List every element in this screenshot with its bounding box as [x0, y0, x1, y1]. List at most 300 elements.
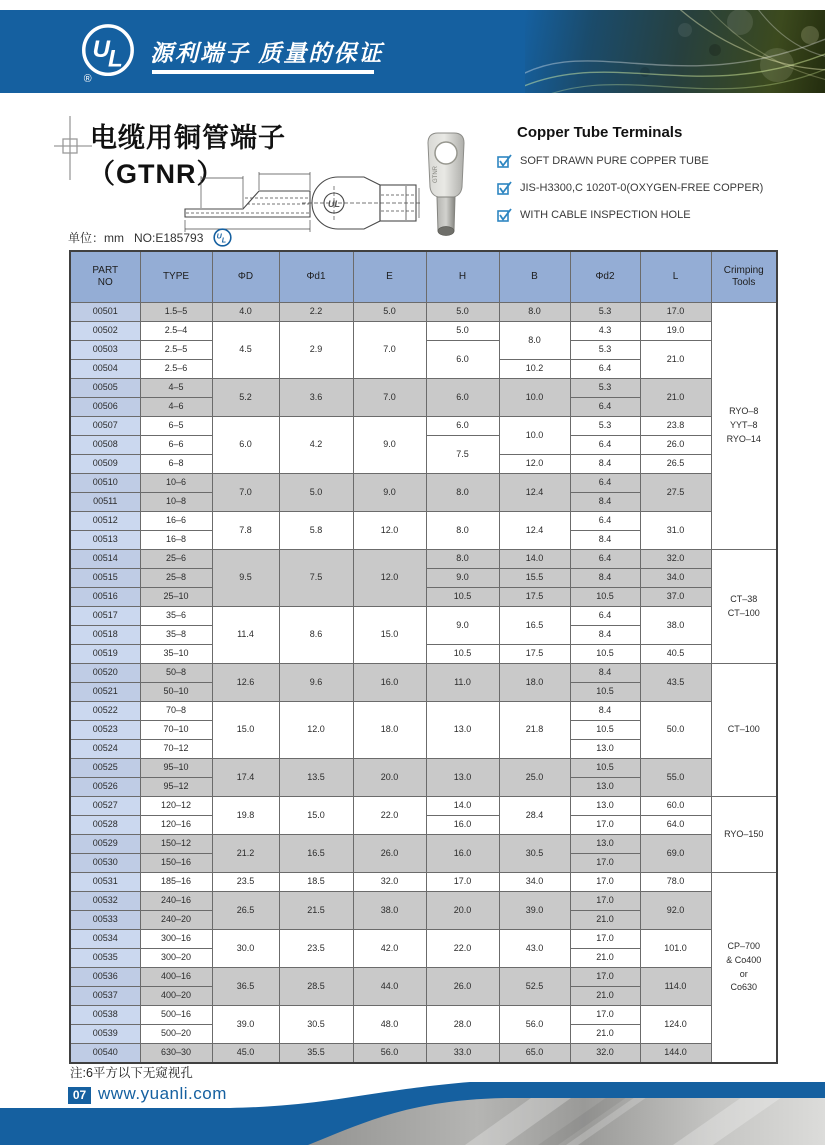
spec-cell: 30.5: [279, 1006, 353, 1044]
spec-cell: 240–16: [140, 892, 212, 911]
spec-cell: 8.4: [570, 569, 640, 588]
part-no-cell: 00511: [70, 493, 140, 512]
spec-cell: 95–10: [140, 759, 212, 778]
spec-cell: 144.0: [640, 1044, 711, 1064]
part-no-cell: 00508: [70, 436, 140, 455]
spec-cell: 10.5: [570, 683, 640, 702]
spec-cell: 13.5: [279, 759, 353, 797]
spec-cell: 21.0: [570, 987, 640, 1006]
slogan-underline: [152, 70, 374, 74]
spec-cell: 17.0: [570, 968, 640, 987]
column-header: PART NO: [70, 251, 140, 303]
spec-cell: 28.0: [426, 1006, 499, 1044]
part-no-cell: 00537: [70, 987, 140, 1006]
spec-cell: 55.0: [640, 759, 711, 797]
part-no-cell: 00523: [70, 721, 140, 740]
spec-cell: 70–10: [140, 721, 212, 740]
part-no-cell: 00512: [70, 512, 140, 531]
part-no-cell: 00529: [70, 835, 140, 854]
series-code: （GTNR）: [88, 159, 225, 189]
spec-cell: 35–6: [140, 607, 212, 626]
spec-cell: 8.4: [570, 493, 640, 512]
spec-cell: 10.5: [570, 645, 640, 664]
spec-cell: 300–16: [140, 930, 212, 949]
spec-cell: 17.5: [499, 645, 570, 664]
part-no-cell: 00509: [70, 455, 140, 474]
spec-cell: 185–16: [140, 873, 212, 892]
spec-cell: 21.2: [212, 835, 279, 873]
spec-cell: 18.0: [499, 664, 570, 702]
part-no-cell: 00503: [70, 341, 140, 360]
spec-cell: 7.0: [212, 474, 279, 512]
spec-cell: 8.6: [279, 607, 353, 664]
spec-cell: 78.0: [640, 873, 711, 892]
spec-cell: 17.4: [212, 759, 279, 797]
ul-logo-icon: [76, 22, 138, 84]
spec-cell: 21.0: [570, 911, 640, 930]
spec-cell: 23.5: [212, 873, 279, 892]
spec-cell: 52.5: [499, 968, 570, 1006]
spec-cell: 34.0: [499, 873, 570, 892]
terminal-top-view-drawing: [300, 172, 422, 234]
spec-cell: 25–6: [140, 550, 212, 569]
spec-cell: 30.0: [212, 930, 279, 968]
part-no-cell: 00525: [70, 759, 140, 778]
spec-table: [69, 250, 778, 1064]
spec-cell: 400–20: [140, 987, 212, 1006]
spec-cell: 6.0: [426, 417, 499, 436]
spec-cell: 12.0: [353, 550, 426, 607]
spec-cell: 6.0: [212, 417, 279, 474]
unit-label: 单位：mm: [68, 231, 124, 245]
spec-cell: 4.0: [212, 303, 279, 322]
spec-cell: 32.0: [640, 550, 711, 569]
column-header: L: [640, 251, 711, 303]
crimping-tool-cell: RYO–150: [711, 797, 777, 873]
spec-cell: 26.0: [640, 436, 711, 455]
spec-cell: 12.0: [353, 512, 426, 550]
spec-cell: 11.0: [426, 664, 499, 702]
spec-cell: 35–10: [140, 645, 212, 664]
spec-cell: 7.5: [279, 550, 353, 607]
feature-item: [497, 181, 817, 195]
column-header: E: [353, 251, 426, 303]
spec-cell: 14.0: [426, 797, 499, 816]
part-no-cell: 00528: [70, 816, 140, 835]
spec-cell: 101.0: [640, 930, 711, 968]
spec-cell: 17.0: [426, 873, 499, 892]
part-no-cell: 00534: [70, 930, 140, 949]
feature-panel: [497, 124, 817, 222]
spec-cell: 7.8: [212, 512, 279, 550]
spec-cell: 56.0: [499, 1006, 570, 1044]
spec-cell: 70–8: [140, 702, 212, 721]
spec-cell: 17.5: [499, 588, 570, 607]
spec-cell: 35–8: [140, 626, 212, 645]
spec-cell: 37.0: [640, 588, 711, 607]
spec-cell: 95–12: [140, 778, 212, 797]
spec-cell: 12.0: [279, 702, 353, 759]
feature-text: SOFT DRAWN PURE COPPER TUBE: [520, 155, 709, 167]
spec-cell: 48.0: [353, 1006, 426, 1044]
crimping-tool-cell: RYO–8 YYT–8 RYO–14: [711, 303, 777, 550]
spec-cell: 124.0: [640, 1006, 711, 1044]
spec-cell: 8.4: [570, 626, 640, 645]
spec-cell: 30.5: [499, 835, 570, 873]
spec-cell: 14.0: [499, 550, 570, 569]
spec-cell: 12.4: [499, 474, 570, 512]
feature-text: JIS-H3300,C 1020T-0(OXYGEN-FREE COPPER): [520, 182, 764, 194]
part-no-cell: 00514: [70, 550, 140, 569]
spec-cell: 13.0: [426, 759, 499, 797]
terminal-photo: [421, 131, 471, 239]
spec-cell: 33.0: [426, 1044, 499, 1064]
spec-cell: 22.0: [426, 930, 499, 968]
spec-cell: 9.6: [279, 664, 353, 702]
spec-cell: 26.5: [640, 455, 711, 474]
spec-cell: 69.0: [640, 835, 711, 873]
spec-cell: 22.0: [353, 797, 426, 835]
part-no-cell: 00526: [70, 778, 140, 797]
spec-cell: 8.0: [426, 512, 499, 550]
part-no-cell: 00536: [70, 968, 140, 987]
spec-cell: 5.3: [570, 303, 640, 322]
top-banner: [0, 10, 825, 93]
part-no-cell: 00516: [70, 588, 140, 607]
part-no-cell: 00520: [70, 664, 140, 683]
crimping-tool-cell: CT–38 CT–100: [711, 550, 777, 664]
spec-cell: 9.0: [353, 417, 426, 474]
spec-cell: 38.0: [640, 607, 711, 645]
spec-cell: 5.0: [426, 322, 499, 341]
spec-cell: 40.5: [640, 645, 711, 664]
spec-cell: 25–10: [140, 588, 212, 607]
column-header: TYPE: [140, 251, 212, 303]
spec-cell: 31.0: [640, 512, 711, 550]
spec-cell: 120–12: [140, 797, 212, 816]
spec-cell: 32.0: [353, 873, 426, 892]
part-no-cell: 00507: [70, 417, 140, 436]
spec-cell: 44.0: [353, 968, 426, 1006]
spec-cell: 42.0: [353, 930, 426, 968]
spec-cell: 16.0: [426, 816, 499, 835]
spec-cell: 10.2: [499, 360, 570, 379]
spec-cell: 2.5–5: [140, 341, 212, 360]
part-no-cell: 00519: [70, 645, 140, 664]
spec-cell: 5.0: [426, 303, 499, 322]
svg-text:U: U: [92, 35, 110, 63]
column-header: Crimping Tools: [711, 251, 777, 303]
spec-cell: 6–8: [140, 455, 212, 474]
spec-cell: 15.0: [212, 702, 279, 759]
spec-cell: 19.0: [640, 322, 711, 341]
spec-cell: 16.0: [426, 835, 499, 873]
spec-cell: 8.4: [570, 664, 640, 683]
svg-text:L: L: [222, 236, 227, 245]
spec-cell: 56.0: [353, 1044, 426, 1064]
spec-cell: 16–6: [140, 512, 212, 531]
spec-cell: 13.0: [570, 835, 640, 854]
spec-cell: 17.0: [570, 930, 640, 949]
footnote: 注:6平方以下无窥视孔: [70, 1066, 193, 1080]
spec-cell: 8.0: [499, 303, 570, 322]
spec-cell: 65.0: [499, 1044, 570, 1064]
spec-cell: 6.4: [570, 360, 640, 379]
svg-text:GTNR: GTNR: [433, 166, 439, 183]
part-no-cell: 00527: [70, 797, 140, 816]
spec-cell: 28.4: [499, 797, 570, 835]
spec-cell: 35.5: [279, 1044, 353, 1064]
spec-cell: 25.0: [499, 759, 570, 797]
spec-cell: 6.0: [426, 379, 499, 417]
spec-cell: 92.0: [640, 892, 711, 930]
svg-text:®: ®: [83, 73, 92, 84]
spec-cell: 26.0: [353, 835, 426, 873]
spec-cell: 21.0: [570, 949, 640, 968]
svg-text:U: U: [216, 232, 223, 241]
spec-cell: 10.5: [426, 645, 499, 664]
feature-item: [497, 154, 817, 168]
part-no-cell: 00530: [70, 854, 140, 873]
spec-cell: 8.4: [570, 531, 640, 550]
product-heading: Copper Tube Terminals: [517, 124, 683, 141]
part-no-cell: 00518: [70, 626, 140, 645]
spec-cell: 50–8: [140, 664, 212, 683]
spec-cell: 21.5: [279, 892, 353, 930]
spec-cell: 21.0: [640, 379, 711, 417]
part-no-cell: 00515: [70, 569, 140, 588]
spec-cell: 12.0: [499, 455, 570, 474]
part-no-cell: 00513: [70, 531, 140, 550]
checkbox-checked-icon: [497, 181, 513, 195]
spec-cell: 7.5: [426, 436, 499, 474]
spec-cell: 32.0: [570, 1044, 640, 1064]
spec-cell: 18.5: [279, 873, 353, 892]
spec-cell: 10.0: [499, 417, 570, 455]
spec-cell: 7.0: [353, 322, 426, 379]
column-header: B: [499, 251, 570, 303]
spec-cell: 6–6: [140, 436, 212, 455]
spec-cell: 16–8: [140, 531, 212, 550]
spec-cell: 4.2: [279, 417, 353, 474]
spec-cell: 21.8: [499, 702, 570, 759]
part-no-cell: 00524: [70, 740, 140, 759]
part-no-cell: 00510: [70, 474, 140, 493]
spec-cell: 26.0: [426, 968, 499, 1006]
spec-cell: 43.5: [640, 664, 711, 702]
part-no-cell: 00517: [70, 607, 140, 626]
spec-cell: 150–12: [140, 835, 212, 854]
header-decoration: [525, 10, 825, 93]
spec-cell: 13.0: [570, 778, 640, 797]
spec-cell: 500–16: [140, 1006, 212, 1025]
svg-text:L: L: [107, 45, 123, 73]
spec-cell: 9.0: [426, 607, 499, 645]
spec-cell: 2.5–6: [140, 360, 212, 379]
units-line: [68, 228, 232, 247]
spec-cell: 630–30: [140, 1044, 212, 1064]
crimping-tool-cell: CT–100: [711, 664, 777, 797]
spec-cell: 19.8: [212, 797, 279, 835]
spec-cell: 2.5–4: [140, 322, 212, 341]
checkbox-checked-icon: [497, 208, 513, 222]
spec-cell: 15.0: [279, 797, 353, 835]
spec-cell: 8.0: [426, 550, 499, 569]
website-link[interactable]: www.yuanli.com: [98, 1084, 227, 1103]
spec-cell: 15.0: [353, 607, 426, 664]
spec-cell: 6–5: [140, 417, 212, 436]
spec-cell: 6.0: [426, 341, 499, 379]
spec-cell: 10.5: [570, 721, 640, 740]
spec-cell: 16.0: [353, 664, 426, 702]
spec-cell: 15.5: [499, 569, 570, 588]
part-no-cell: 00532: [70, 892, 140, 911]
spec-cell: 13.0: [426, 702, 499, 759]
spec-cell: 39.0: [499, 892, 570, 930]
spec-cell: 4–5: [140, 379, 212, 398]
spec-cell: 300–20: [140, 949, 212, 968]
brand-slogan: 源利端子 质量的保证: [150, 40, 384, 66]
spec-cell: 10.5: [426, 588, 499, 607]
spec-cell: 43.0: [499, 930, 570, 968]
spec-cell: 12.6: [212, 664, 279, 702]
spec-cell: 8.0: [426, 474, 499, 512]
spec-cell: 3.6: [279, 379, 353, 417]
part-no-cell: 00522: [70, 702, 140, 721]
spec-cell: 114.0: [640, 968, 711, 1006]
spec-cell: 38.0: [353, 892, 426, 930]
spec-cell: 27.5: [640, 474, 711, 512]
spec-cell: 17.0: [640, 303, 711, 322]
spec-cell: 400–16: [140, 968, 212, 987]
spec-cell: 13.0: [570, 797, 640, 816]
part-no-cell: 00501: [70, 303, 140, 322]
spec-cell: 20.0: [353, 759, 426, 797]
spec-cell: 5.3: [570, 379, 640, 398]
part-no-cell: 00531: [70, 873, 140, 892]
part-no-cell: 00533: [70, 911, 140, 930]
spec-cell: 17.0: [570, 873, 640, 892]
spec-cell: 60.0: [640, 797, 711, 816]
column-header: Φd1: [279, 251, 353, 303]
spec-cell: 28.5: [279, 968, 353, 1006]
spec-cell: 70–12: [140, 740, 212, 759]
spec-cell: 23.5: [279, 930, 353, 968]
spec-cell: 150–16: [140, 854, 212, 873]
spec-cell: 10.0: [499, 379, 570, 417]
part-no-cell: 00539: [70, 1025, 140, 1044]
spec-cell: 36.5: [212, 968, 279, 1006]
spec-cell: 16.5: [499, 607, 570, 645]
spec-cell: 8.0: [499, 322, 570, 360]
spec-cell: 4.3: [570, 322, 640, 341]
spec-cell: 10.5: [570, 588, 640, 607]
cert-number: NO:E185793: [134, 230, 204, 245]
part-no-cell: 00502: [70, 322, 140, 341]
spec-cell: 9.0: [353, 474, 426, 512]
column-header: ΦD: [212, 251, 279, 303]
spec-cell: 4.5: [212, 322, 279, 379]
feature-item: [497, 208, 817, 222]
spec-cell: 5.0: [279, 474, 353, 512]
spec-cell: 6.4: [570, 474, 640, 493]
spec-cell: 5.8: [279, 512, 353, 550]
spec-cell: 8.4: [570, 702, 640, 721]
spec-cell: 6.4: [570, 550, 640, 569]
spec-cell: 1.5–5: [140, 303, 212, 322]
spec-cell: 6.4: [570, 512, 640, 531]
spec-cell: 5.3: [570, 341, 640, 360]
spec-cell: 9.5: [212, 550, 279, 607]
spec-cell: 23.8: [640, 417, 711, 436]
registration-mark-icon: [54, 116, 92, 180]
spec-cell: 17.0: [570, 892, 640, 911]
part-no-cell: 00505: [70, 379, 140, 398]
spec-cell: 120–16: [140, 816, 212, 835]
ul-cert-icon: [213, 228, 232, 247]
spec-cell: 25–8: [140, 569, 212, 588]
spec-cell: 2.9: [279, 322, 353, 379]
svg-text:UL: UL: [328, 199, 340, 209]
part-no-cell: 00535: [70, 949, 140, 968]
spec-cell: 4–6: [140, 398, 212, 417]
page-number: 07: [68, 1087, 91, 1104]
part-no-cell: 00504: [70, 360, 140, 379]
spec-table-body: [70, 303, 777, 1064]
column-header: Φd2: [570, 251, 640, 303]
spec-cell: 11.4: [212, 607, 279, 664]
checkbox-checked-icon: [497, 154, 513, 168]
part-no-cell: 00521: [70, 683, 140, 702]
spec-cell: 20.0: [426, 892, 499, 930]
spec-cell: 50.0: [640, 702, 711, 759]
page-title: 电缆用铜管端子: [90, 123, 286, 153]
spec-cell: 17.0: [570, 1006, 640, 1025]
spec-cell: 64.0: [640, 816, 711, 835]
spec-table-header: [70, 251, 777, 303]
spec-cell: 2.2: [279, 303, 353, 322]
spec-cell: 26.5: [212, 892, 279, 930]
part-no-cell: 00540: [70, 1044, 140, 1064]
spec-cell: 8.4: [570, 455, 640, 474]
part-no-cell: 00506: [70, 398, 140, 417]
spec-cell: 5.3: [570, 417, 640, 436]
spec-cell: 9.0: [426, 569, 499, 588]
spec-cell: 21.0: [640, 341, 711, 379]
spec-cell: 6.4: [570, 607, 640, 626]
spec-cell: 10–6: [140, 474, 212, 493]
spec-cell: 18.0: [353, 702, 426, 759]
spec-cell: 500–20: [140, 1025, 212, 1044]
spec-cell: 10.5: [570, 759, 640, 778]
spec-cell: 17.0: [570, 854, 640, 873]
spec-cell: 16.5: [279, 835, 353, 873]
spec-cell: 50–10: [140, 683, 212, 702]
spec-cell: 10–8: [140, 493, 212, 512]
spec-cell: 240–20: [140, 911, 212, 930]
spec-cell: 6.4: [570, 436, 640, 455]
spec-cell: 17.0: [570, 816, 640, 835]
spec-cell: 12.4: [499, 512, 570, 550]
spec-cell: 39.0: [212, 1006, 279, 1044]
feature-text: WITH CABLE INSPECTION HOLE: [520, 209, 691, 221]
spec-cell: 45.0: [212, 1044, 279, 1064]
spec-cell: 5.0: [353, 303, 426, 322]
crimping-tool-cell: CP–700 & Co400 or Co630: [711, 873, 777, 1064]
part-no-cell: 00538: [70, 1006, 140, 1025]
column-header: H: [426, 251, 499, 303]
spec-cell: 5.2: [212, 379, 279, 417]
